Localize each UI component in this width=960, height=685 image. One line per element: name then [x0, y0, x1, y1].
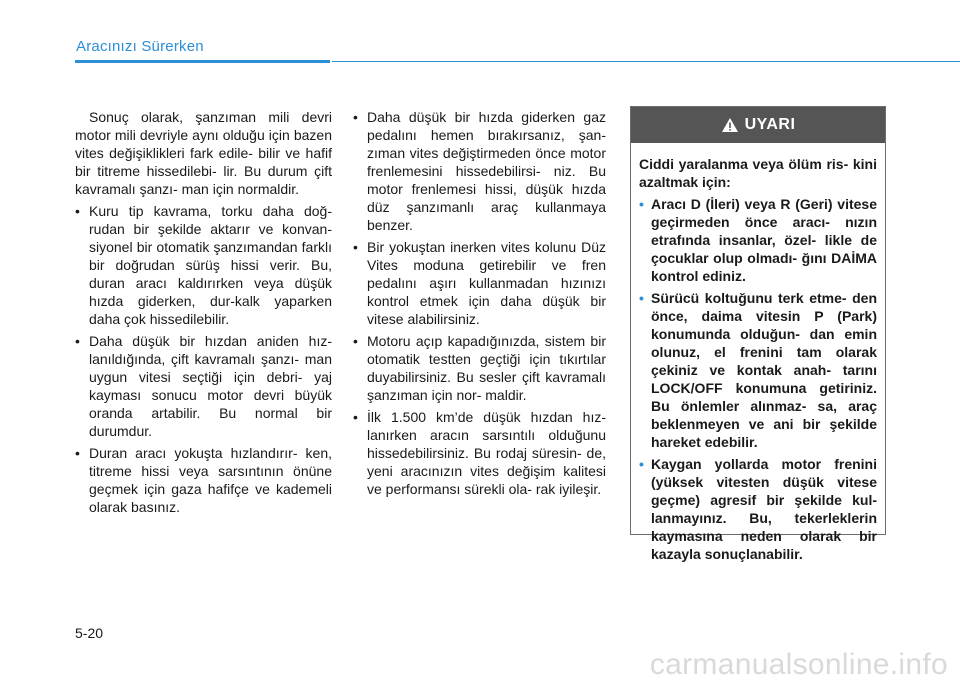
section-title: Aracınızı Sürerken: [76, 38, 204, 55]
warning-box: [630, 106, 886, 562]
bullet-item: • Kuru tip kavrama, torku daha doğ- rudan bir şekilde aktarır ve konvan- siyonel bir otomatik şanzımandan farklı bir doğrudan sürüş hissi verir. Bu, duran aracı kaldırırken veya düşük hızda giderken, dur-kalk yaparken daha çok hissedilebilir.: [75, 202, 332, 328]
text-column-middle: [353, 108, 606, 502]
warning-intro: Ciddi yaralanma veya ölüm ris- kini azaltmak için:: [639, 156, 877, 190]
header-rule-thick: [75, 60, 330, 63]
bullet-item: • Duran aracı yokuşta hızlandırır- ken, titreme hissi veya sarsıntının önüne geçmek için gaza hafifçe ve kademeli olarak basınız.: [75, 444, 332, 516]
warning-header: [631, 107, 885, 143]
intro-paragraph: Sonuç olarak, şanzıman mili devri motor mili devriyle aynı olduğu için bazen vites değişiklikleri fark edile- bilir ve hafif bir titreme hissedilebi- lir. Bu durum çift kavramalı şanzı- man için normaldir.: [75, 109, 332, 197]
warning-item: • Aracı D (İleri) veya R (Geri) vitese geçirmeden önce aracı- nızın etrafında insanlar, özel- likle de çocuklar olup olmadı- ğını DAİMA kontrol ediniz.: [639, 195, 877, 285]
warning-item: • Sürücü koltuğunu terk etme- den önce, daima vitesin P (Park) konumunda olduğun- dan emin olunuz, el frenini tam olarak çekiniz ve kontak anah- tarını LOCK/OFF konumuna getiriniz. Bu önlemler alınmaz- sa, araç beklenmeyen ve ani bir şekilde hareket edebilir.: [639, 289, 877, 451]
header-rule-thin: [332, 61, 960, 62]
warning-title: UYARI: [744, 116, 796, 133]
bullet-item: • Bir yokuştan inerken vites kolunu Düz Vites moduna getirebilir ve fren pedalını aşırı kullanmadan hızınızı kontrol etmek için daha düşük bir vitese alabilirsiniz.: [353, 238, 606, 328]
warning-triangle-icon: [721, 117, 739, 133]
page-number: 5-20: [75, 625, 104, 641]
bullet-item: • Daha düşük bir hızda giderken gaz pedalını hemen bırakırsanız, şan- zıman vites değiştirmeden önce motor frenlemesini hissedebilirsi- niz. Bu motor frenlemesi hissi, düşük hızda düz şanzımanlı araç kullanmaya benzer.: [353, 108, 606, 234]
bullet-item: • Daha düşük bir hızdan aniden hız- lanıldığında, çift kavramalı şanzı- man uygun vitesi seçtiği için debri- yaj kayması sonucu motor devri büyük oranda artabilir. Bu normal bir durumdur.: [75, 332, 332, 440]
bullet-item: • Motoru açıp kapadığınızda, sistem bir otomatik testten geçtiği için tıkırtılar duyabilirsiniz. Bu sesler çift kavramalı şanzıman için nor- maldir.: [353, 332, 606, 404]
warning-body: [631, 143, 885, 563]
text-column-left: [75, 108, 332, 520]
watermark: carmanualsonline.info: [649, 648, 948, 681]
warning-item: • Kaygan yollarda motor frenini (yüksek vitesten düşük vitese geçme) agresif bir şekilde kul- lanmayınız. Bu, tekerleklerin kaymasına neden olarak bir kazayla sonuçlanabilir.: [639, 455, 877, 563]
bullet-item: • İlk 1.500 km’de düşük hızdan hız- lanırken aracın sarsıntılı olduğunu hissedebilirsiniz. Bu rodaj süresin- de, yeni aracınızın vites değişim kalitesi ve performansı sürekli ola- rak iyileşir.: [353, 408, 606, 498]
